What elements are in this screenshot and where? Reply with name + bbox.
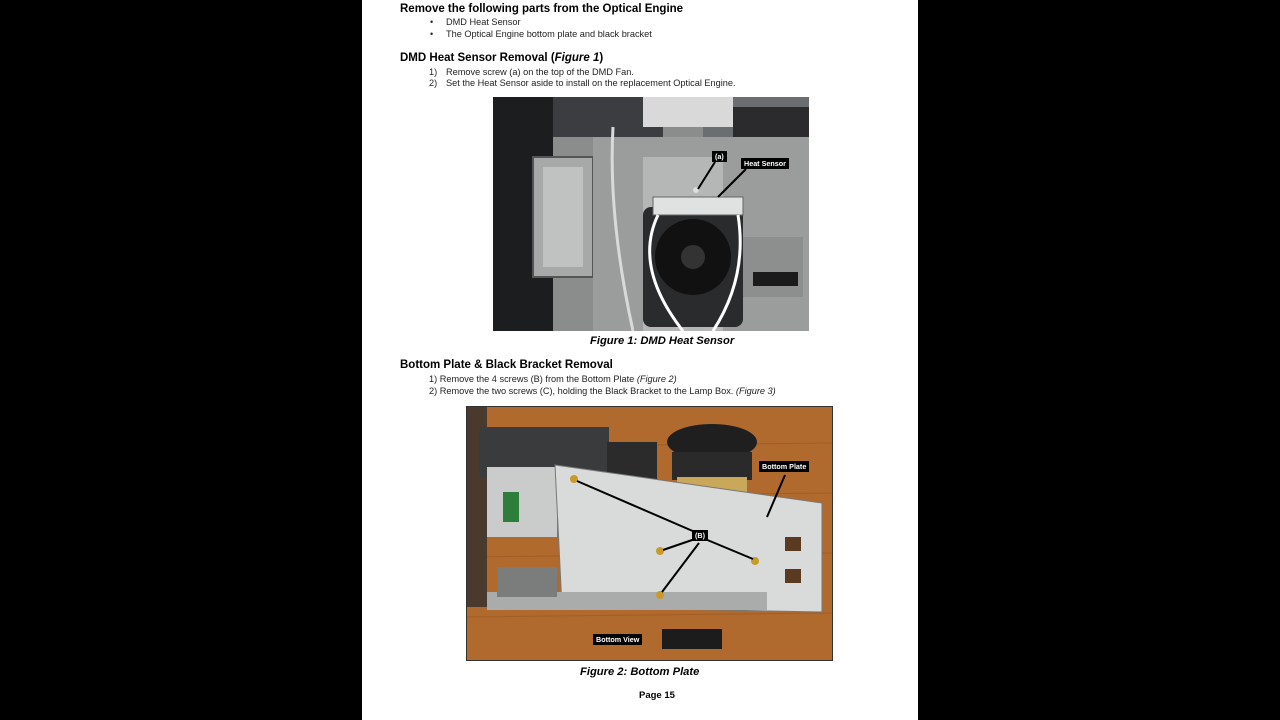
heading-text-close: ) <box>599 52 604 64</box>
label-bottom-view: Bottom View <box>593 634 642 645</box>
label-screws-b: (B) <box>692 530 708 541</box>
section-heading-heat-sensor <box>400 52 603 64</box>
list-item: The Optical Engine bottom plate and black bracket <box>446 29 652 39</box>
step-2-text: 2) Remove the two screws (C), holding the Black Bracket to the Lamp Box. <box>429 386 736 396</box>
page-number: Page 15 <box>639 690 675 701</box>
figure-1-caption: Figure 1: DMD Heat Sensor <box>590 335 735 347</box>
list-item: DMD Heat Sensor <box>446 17 521 27</box>
figure-2-caption: Figure 2: Bottom Plate <box>580 666 700 678</box>
step-1-text: 1) Remove the 4 screws (B) from the Bottom Plate <box>429 374 637 384</box>
step-number: 1) <box>429 67 438 77</box>
bullet: • <box>430 17 434 27</box>
figure-ref: (Figure 3) <box>735 386 776 396</box>
figure-1-photo <box>493 97 809 331</box>
step-text: Remove screw (a) on the top of the DMD Fan. <box>446 67 634 77</box>
bottom-plate-photo-illustration <box>467 407 833 661</box>
step-text <box>429 386 776 396</box>
figure-ref: (Figure 2) <box>636 374 677 384</box>
label-bottom-plate: Bottom Plate <box>759 461 809 472</box>
heading-text: DMD Heat Sensor Removal ( <box>400 52 555 64</box>
document-page <box>362 0 918 720</box>
step-text: Set the Heat Sensor aside to install on the replacement Optical Engine. <box>446 78 736 88</box>
heat-sensor-photo-illustration <box>493 97 809 331</box>
section-heading-bottom-plate: Bottom Plate & Black Bracket Removal <box>400 359 613 371</box>
figure-2-photo <box>466 406 833 661</box>
step-text <box>429 374 677 384</box>
step-number: 2) <box>429 78 438 88</box>
label-heat-sensor: Heat Sensor <box>741 158 789 169</box>
heading-figure-ref: Figure 1 <box>554 52 600 64</box>
section-heading-remove-parts: Remove the following parts from the Optical Engine <box>400 3 684 15</box>
label-screw-a: (a) <box>712 151 727 162</box>
bullet: • <box>430 29 434 39</box>
